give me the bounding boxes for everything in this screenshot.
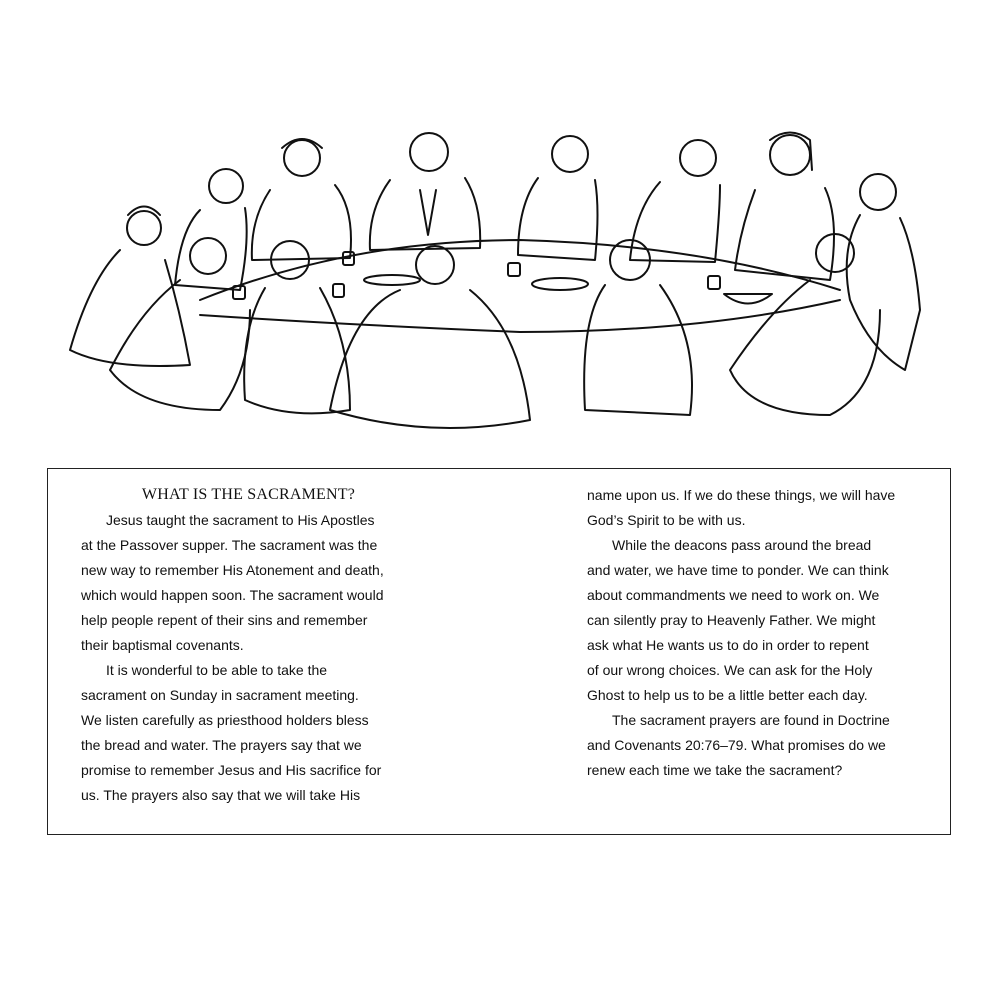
person-icon [110, 238, 250, 410]
article-paragraph: While the deacons pass around the bread and water, we have time to ponder. We can think about commandments we need to work on. We can silently pray to Heavenly Father. We might ask what He wants us to do in order to repent of our wrong choices. We can ask for the Holy Ghost to help us to be a little better each day. [587, 537, 889, 703]
last-supper-illustration [50, 110, 950, 450]
person-icon [735, 133, 834, 281]
person-icon [730, 234, 880, 415]
person-icon [370, 133, 480, 250]
person-icon [252, 139, 351, 260]
article-paragraph: Jesus taught the sacrament to His Apostles at the Passover supper. The sacrament was the new way to remember His Atonement and death, which would happen soon. The sacrament would help people repent of their sins and remember their baptismal covenants. [81, 512, 384, 653]
article-box [47, 468, 951, 835]
article-paragraph: name upon us. If we do these things, we will have God’s Spirit to be with us. [587, 487, 896, 528]
person-icon [175, 169, 247, 290]
person-icon [330, 246, 530, 428]
article-paragraph: It is wonderful to be able to take the sacrament on Sunday in sacrament meeting. We listen carefully as priesthood holders bless the bread and water. The prayers say that we promise to remember Jesus and His sacrifice for us. The prayers also say that we will take His [81, 662, 382, 803]
plate-icon [364, 275, 588, 290]
article-paragraph: The sacrament prayers are found in Doctrine and Covenants 20:76–79. What promises do we renew each time we take the sacrament? [587, 712, 890, 778]
article-left-column [81, 483, 421, 808]
article-right-column [587, 483, 932, 783]
table-icon [200, 240, 840, 332]
bowl-icon [724, 294, 772, 304]
article-title: WHAT IS THE SACRAMENT? [141, 486, 356, 503]
person-icon [847, 174, 920, 370]
person-icon [630, 140, 720, 262]
